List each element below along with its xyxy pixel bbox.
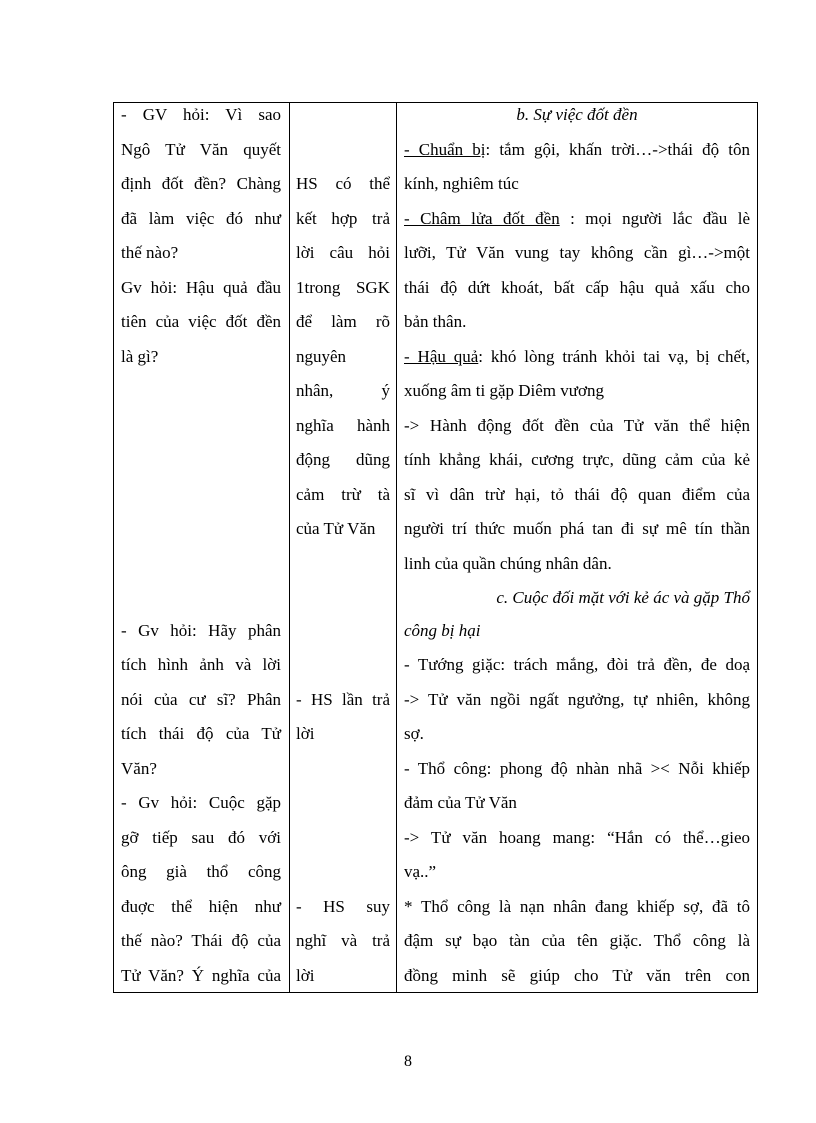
text-line: -> Hành động đốt đền của Tử văn thể hiện (404, 416, 750, 435)
underlined-term: - Châm lửa đốt đền (404, 209, 560, 228)
underlined-term: - Hậu quả (404, 347, 479, 366)
text-line: cảm trừ tà (296, 485, 390, 504)
page-number: 8 (404, 1053, 412, 1070)
text-line: Tử Văn? Ý nghĩa của (121, 966, 281, 985)
lesson-content-column (397, 103, 757, 992)
text-line: -> Tử văn hoang mang: “Hắn có thể…gieo (404, 828, 750, 847)
text-line: thế nào? (121, 243, 179, 262)
underlined-term: - Chuẩn bị (404, 140, 486, 159)
text-line: định đốt đền? Chàng (121, 174, 281, 193)
teacher-activity-column (114, 103, 289, 992)
text-line: thế nào? Thái độ của (121, 931, 281, 950)
text-line: nghĩ và trả (296, 931, 390, 950)
text-line: đồng minh sẽ giúp cho Tử văn trên con (404, 966, 750, 985)
section-heading-c: c. Cuộc đối mặt với kẻ ác và gặp Thổ (496, 588, 750, 607)
text-line: nguyên (296, 347, 347, 366)
text-line: - Thổ công: phong độ nhàn nhã >< Nỗi khiếp (404, 759, 750, 778)
text-line: gỡ tiếp sau đó với (121, 828, 281, 847)
text-line: sĩ vì dân trừ hại, tỏ thái độ quan điểm của (404, 485, 750, 504)
text-line: lưỡi, Tử Văn vung tay không cần gì…->một (404, 243, 750, 262)
text-line: tích thái độ của Tử (121, 724, 281, 743)
text-line: đã làm việc đó như (121, 209, 281, 228)
text-line: đuợc thể hiện như (121, 897, 281, 916)
text-line: 1trong SGK (296, 278, 390, 297)
text-line: bản thân. (404, 312, 467, 331)
text-line: vạ..” (404, 862, 437, 881)
text-line: ông già thổ công (121, 862, 281, 881)
text-line: lời câu hỏi (296, 243, 390, 262)
lesson-table (113, 102, 758, 993)
text-line: lời (296, 724, 315, 743)
text-line: HS có thể (296, 174, 390, 193)
text-line: nghĩa hành (296, 416, 390, 435)
text-line: của Tử Văn (296, 519, 376, 538)
text-line: Ngô Tử Văn quyết (121, 140, 281, 159)
text-line: tích hình ảnh và lời (121, 655, 281, 674)
student-activity-column (290, 103, 396, 992)
text-line: - Châm lửa đốt đền : mọi người lắc đầu lè (404, 209, 750, 228)
text-line: - Tướng giặc: trách mắng, đòi trả đền, đe doạ (404, 655, 750, 674)
text-line: nói của cư sĩ? Phân (121, 690, 281, 709)
text-line: động dũng (296, 450, 390, 469)
text-line: - HS lần trả (296, 690, 390, 709)
text-line: thái độ dứt khoát, bất cấp hậu quả xấu cho (404, 278, 750, 297)
section-heading-c-cont: công bị hại (404, 621, 481, 640)
text-line: tính khẳng khái, cương trực, dũng cảm của kẻ (404, 450, 750, 469)
text-line: đậm sự bạo tàn của tên giặc. Thổ công là (404, 931, 750, 950)
text-line: để làm rõ (296, 312, 390, 331)
text-line: linh của quần chúng nhân dân. (404, 554, 612, 573)
text-line: Gv hỏi: Hậu quả đầu (121, 278, 281, 297)
text-line: kính, nghiêm túc (404, 174, 519, 193)
text-line: nhân, ý (296, 381, 390, 400)
text-line: tiên của việc đốt đền (121, 312, 281, 331)
text-line: kết hợp trả (296, 209, 390, 228)
text-line: - Gv hỏi: Hãy phân (121, 621, 281, 640)
text-line: đảm của Tử Văn (404, 793, 517, 812)
text-line: -> Tử văn ngồi ngất ngưởng, tự nhiên, không (404, 690, 750, 709)
text-line: - Hậu quả: khó lòng tránh khỏi tai vạ, bị chết, (404, 347, 750, 366)
text-line: xuống âm ti gặp Diêm vương (404, 381, 604, 400)
text-line: - HS suy (296, 897, 390, 916)
text-line: - Chuẩn bị: tắm gội, khấn trời…->thái độ tôn (404, 140, 750, 159)
text-line: - Gv hỏi: Cuộc gặp (121, 793, 281, 812)
text-line: sợ. (404, 724, 424, 743)
text-line: là gì? (121, 347, 159, 366)
section-heading-b: b. Sự việc đốt đền (516, 105, 638, 124)
text-line: - GV hỏi: Vì sao (121, 105, 281, 124)
text-line: Văn? (121, 759, 157, 778)
text-line: lời (296, 966, 315, 985)
text-line: người trí thức muốn phá tan đi sự mê tín thần (404, 519, 750, 538)
text-line: * Thổ công là nạn nhân đang khiếp sợ, đã tô (404, 897, 750, 916)
